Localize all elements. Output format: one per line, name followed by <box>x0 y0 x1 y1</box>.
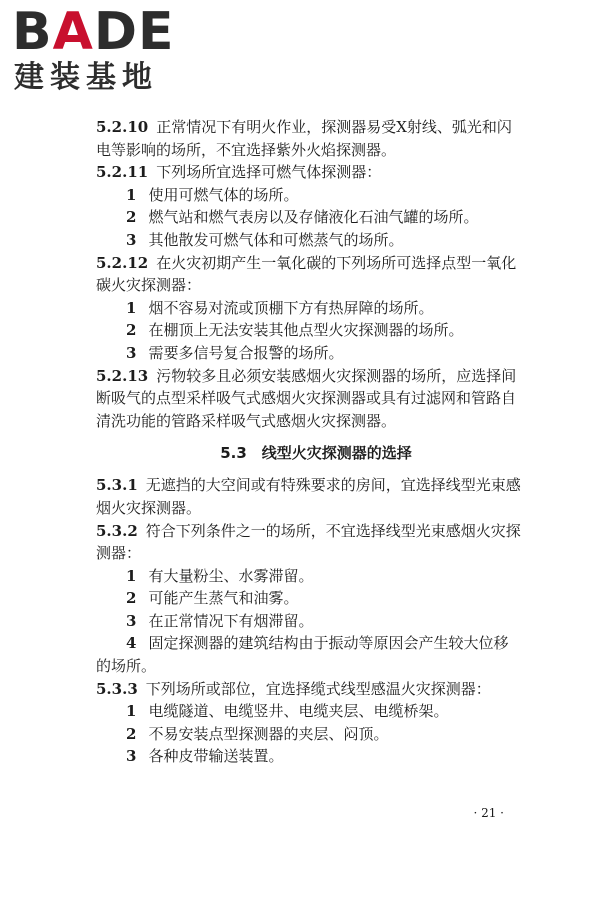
list-item: 2 燃气站和燃气表房以及存储液化石油气罐的场所。 <box>126 208 479 227</box>
list-item: 3 各种皮带输送装置。 <box>126 747 284 766</box>
list-item: 1 电缆隧道、电缆竖井、电缆夹层、电缆桥架。 <box>126 702 449 721</box>
list-item: 2 可能产生蒸气和油雾。 <box>126 589 299 608</box>
clause-5-2-13: 5.2.13 污物较多且必须安装感烟火灾探测器的场所，应选择间 断吸气的点型采样吸气式感烟火灾探测器或具有过滤网和管路自 清洗功能的管路采样吸气式感烟火灾探测器。 <box>96 366 517 430</box>
list-item: 1 使用可燃气体的场所。 <box>126 185 299 204</box>
list-item: 3 需要多信号复合报警的场所。 <box>126 343 344 362</box>
clause-5-2-12: 5.2.12 在火灾初期产生一氧化碳的下列场所可选择点型一氧化 碳火灾探测器： 1 烟不容易对流或顶棚下方有热屏障的场所。 2 在棚顶上无法安装其他点型火灾探测器的场所。 3 需要多信号复合报警的场所。 <box>96 252 536 365</box>
list-item: 3 在正常情况下有烟滞留。 <box>126 611 314 630</box>
list-item: 4 固定探测器的建筑结构由于振动等原因会产生较大位移 <box>126 634 509 653</box>
clause-5-2-11: 5.2.11 下列场所宜选择可燃气体探测器： 1 使用可燃气体的场所。 2 燃气站和燃气表房以及存储液化石油气罐的场所。 3 其他散发可燃气体和可燃蒸气的场所。 <box>96 161 536 251</box>
clause-number: 5.2.12 <box>96 253 149 272</box>
clause-number: 5.3.2 <box>96 521 138 540</box>
list-item: 1 烟不容易对流或顶棚下方有热屏障的场所。 <box>126 298 434 317</box>
logo-wordmark: BADE <box>12 2 175 62</box>
clause-5-3-3: 5.3.3 下列场所或部位，宜选择缆式线型感温火灾探测器： 1 电缆隧道、电缆竖井、电缆夹层、电缆桥架。 2 不易安装点型探测器的夹层、闷顶。 3 各种皮带输送装置。 <box>96 678 536 768</box>
clause-5-3-2: 5.3.2 符合下列条件之一的场所，不宜选择线型光束感烟火灾探 测器： 1 有大量粉尘、水雾滞留。 2 可能产生蒸气和油雾。 3 在正常情况下有烟滞留。 4 固定探测器的建筑结构由于振动等原因会产生较大位移 的场所。 <box>96 520 536 678</box>
clause-5-2-10: 5.2.10 正常情况下有明火作业，探测器易受X射线、弧光和闪 电等影响的场所，不宜选择紫外火焰探测器。 <box>96 118 512 159</box>
brand-logo <box>12 4 192 96</box>
logo-subtitle: 建装基地 <box>14 60 158 95</box>
clause-number: 5.2.11 <box>96 163 149 182</box>
list-item: 3 其他散发可燃气体和可燃蒸气的场所。 <box>126 230 404 249</box>
document-body <box>96 116 536 768</box>
list-item: 1 有大量粉尘、水雾滞留。 <box>126 566 314 585</box>
clause-number: 5.2.13 <box>96 366 149 385</box>
list-item: 2 不易安装点型探测器的夹层、闷顶。 <box>126 724 389 743</box>
page-number: · 21 · <box>473 806 504 820</box>
section-heading: 5.3 线型火灾探测器的选择 <box>220 444 412 463</box>
clause-number: 5.3.3 <box>96 679 138 698</box>
list-item: 2 在棚顶上无法安装其他点型火灾探测器的场所。 <box>126 321 464 340</box>
clause-5-3-1: 5.3.1 无遮挡的大空间或有特殊要求的房间，宜选择线型光束感 烟火灾探测器。 <box>96 476 521 517</box>
clause-number: 5.3.1 <box>96 476 138 495</box>
clause-number: 5.2.10 <box>96 118 149 136</box>
